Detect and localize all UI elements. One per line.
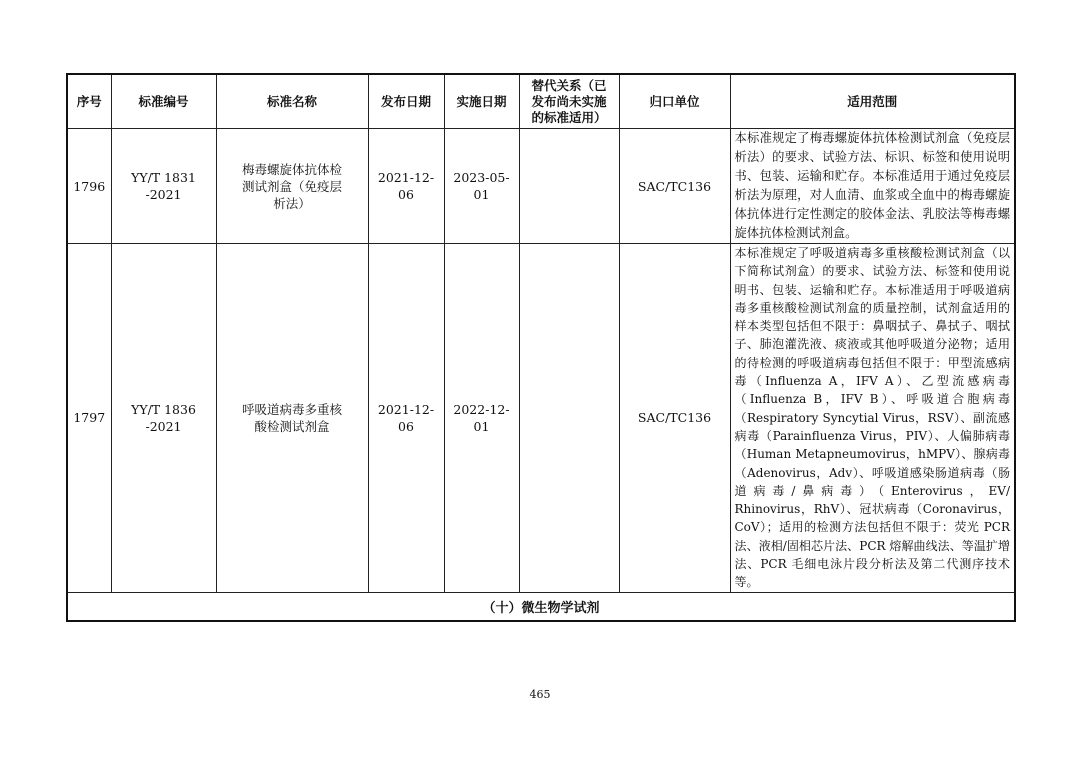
header-unit: 归口单位 bbox=[619, 74, 730, 129]
row-replacement bbox=[519, 129, 619, 244]
header-scope: 适用范围 bbox=[730, 74, 1015, 129]
header-seq: 序号 bbox=[67, 74, 111, 129]
row-seq: 1796 bbox=[67, 129, 111, 244]
row-scope: 本标准规定了呼吸道病毒多重核酸检测试剂盒（以下简称试剂盒）的要求、试验方法、标签和使用说明书、包装、运输和贮存。本标准适用于呼吸道病毒多重核酸检测试剂盒的质量控制，试剂盒适用的样本类型包括但不限于：鼻咽拭子、鼻拭子、咽拭子、肺泡灌洗液、痰液或其他呼吸道分泌物；适用的待检测的呼吸道病毒包括但不限于：甲型流感病毒（Influenza A，IFV A）、乙型流感病毒（Influenza B，IFV B）、呼吸道合胞病毒（Respiratory Syncytial Virus，RSV）、副流感病毒（Parainfluenza Virus，PIV）、人偏肺病毒（Human Metapneumovirus，hMPV）、腺病毒（Adenovirus，Adv）、呼吸道感染肠道病毒（肠道病毒/鼻病毒）（Enterovirus，EV/ Rhinovirus，RhV）、冠状病毒（Coronavirus，CoV）；适用的检测方法包括但不限于：荧光 PCR 法、液相/固相芯片法、PCR 熔解曲线法、等温扩增法、PCR 毛细电泳片段分析法及第二代测序技术等。 bbox=[730, 244, 1015, 593]
header-code: 标准编号 bbox=[111, 74, 216, 129]
row-unit: SAC/TC136 bbox=[619, 244, 730, 593]
row-seq: 1797 bbox=[67, 244, 111, 593]
row-publish-date: 2021-12-06 bbox=[368, 244, 444, 593]
row-unit: SAC/TC136 bbox=[619, 129, 730, 244]
section-row bbox=[67, 592, 1015, 621]
standards-table bbox=[66, 73, 1016, 622]
row-code: YY/T 1836-2021 bbox=[111, 244, 216, 593]
row-name: 梅毒螺旋体抗体检测试剂盒（免疫层析法） bbox=[216, 129, 368, 244]
table-header-row bbox=[67, 74, 1015, 129]
row-implement-date: 2022-12-01 bbox=[444, 244, 519, 593]
row-code: YY/T 1831-2021 bbox=[111, 129, 216, 244]
row-publish-date: 2021-12-06 bbox=[368, 129, 444, 244]
row-implement-date: 2023-05-01 bbox=[444, 129, 519, 244]
row-scope: 本标准规定了梅毒螺旋体抗体检测试剂盒（免疫层析法）的要求、试验方法、标识、标签和使用说明书、包装、运输和贮存。本标准适用于通过免疫层析法为原理，对人血清、血浆或全血中的梅毒螺旋体抗体进行定性测定的胶体金法、乳胶法等梅毒螺旋体抗体检测试剂盒。 bbox=[730, 129, 1015, 244]
header-name: 标准名称 bbox=[216, 74, 368, 129]
header-implement-date: 实施日期 bbox=[444, 74, 519, 129]
row-name: 呼吸道病毒多重核酸检测试剂盒 bbox=[216, 244, 368, 593]
page-number: 465 bbox=[529, 688, 551, 701]
table-row bbox=[67, 129, 1015, 244]
table-row bbox=[67, 244, 1015, 593]
header-publish-date: 发布日期 bbox=[368, 74, 444, 129]
row-replacement bbox=[519, 244, 619, 593]
header-replacement: 替代关系（已发布尚未实施的标准适用） bbox=[519, 74, 619, 129]
section-title: （十）微生物学试剂 bbox=[67, 592, 1015, 621]
